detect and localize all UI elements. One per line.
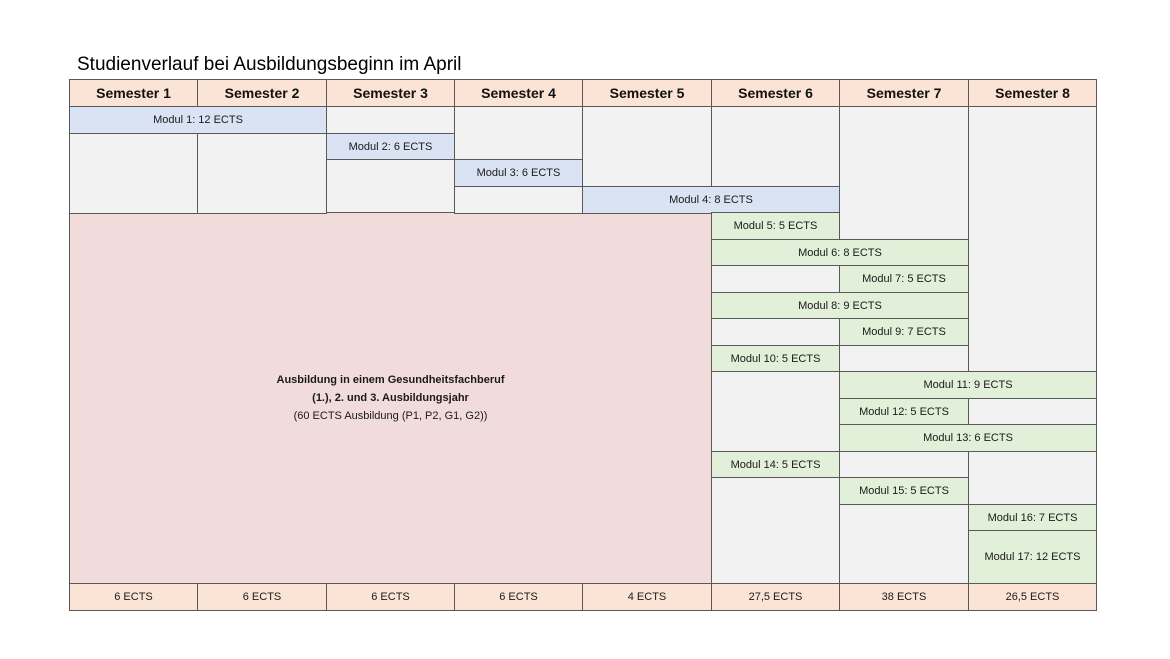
module-cell: Modul 1: 12 ECTS xyxy=(69,106,327,134)
empty-cell xyxy=(582,106,712,187)
semester-ects-total: 27,5 ECTS xyxy=(711,583,840,611)
module-cell: Modul 4: 8 ECTS xyxy=(582,186,840,214)
semester-header: Semester 1 xyxy=(69,79,198,107)
empty-cell xyxy=(197,133,327,214)
empty-cell xyxy=(839,345,969,373)
module-cell: Modul 7: 5 ECTS xyxy=(839,265,969,293)
empty-cell xyxy=(454,186,583,214)
ausbildung-text: Ausbildung in einem Gesundheitsfachberuf xyxy=(276,374,505,386)
empty-cell xyxy=(711,106,840,187)
empty-cell xyxy=(968,106,1097,372)
module-cell: Modul 9: 7 ECTS xyxy=(839,318,969,346)
semester-header: Semester 2 xyxy=(197,79,327,107)
module-cell: Modul 11: 9 ECTS xyxy=(839,371,1097,399)
empty-cell xyxy=(711,318,840,346)
empty-cell xyxy=(326,106,455,134)
semester-header: Semester 8 xyxy=(968,79,1097,107)
ausbildung-text: (60 ECTS Ausbildung (P1, P2, G1, G2)) xyxy=(293,410,488,422)
empty-cell xyxy=(839,504,969,585)
empty-cell xyxy=(839,451,969,479)
ausbildung-block xyxy=(69,212,712,584)
module-cell: Modul 5: 5 ECTS xyxy=(711,212,840,240)
semester-ects-total: 6 ECTS xyxy=(326,583,455,611)
semester-header: Semester 3 xyxy=(326,79,455,107)
semester-header: Semester 6 xyxy=(711,79,840,107)
semester-ects-total: 4 ECTS xyxy=(582,583,712,611)
semester-ects-total: 26,5 ECTS xyxy=(968,583,1097,611)
ausbildung-text: (1.), 2. und 3. Ausbildungsjahr xyxy=(312,392,469,404)
module-cell: Modul 14: 5 ECTS xyxy=(711,451,840,479)
page-title: Studienverlauf bei Ausbildungsbeginn im April xyxy=(77,54,462,75)
empty-cell xyxy=(326,159,455,213)
module-cell: Modul 12: 5 ECTS xyxy=(839,398,969,426)
empty-cell xyxy=(968,451,1097,505)
module-cell: Modul 6: 8 ECTS xyxy=(711,239,969,267)
module-cell: Modul 16: 7 ECTS xyxy=(968,504,1097,532)
empty-cell xyxy=(711,265,840,293)
module-cell: Modul 8: 9 ECTS xyxy=(711,292,969,320)
module-cell: Modul 13: 6 ECTS xyxy=(839,424,1097,452)
semester-header: Semester 5 xyxy=(582,79,712,107)
empty-cell xyxy=(968,398,1097,426)
module-cell: Modul 15: 5 ECTS xyxy=(839,477,969,505)
empty-cell xyxy=(839,106,969,240)
module-cell: Modul 3: 6 ECTS xyxy=(454,159,583,187)
semester-ects-total: 6 ECTS xyxy=(454,583,583,611)
empty-cell xyxy=(711,477,840,584)
module-cell: Modul 2: 6 ECTS xyxy=(326,133,455,161)
empty-cell xyxy=(454,106,583,160)
semester-ects-total: 6 ECTS xyxy=(69,583,198,611)
semester-ects-total: 6 ECTS xyxy=(197,583,327,611)
semester-ects-total: 38 ECTS xyxy=(839,583,969,611)
module-cell: Modul 10: 5 ECTS xyxy=(711,345,840,373)
semester-header: Semester 4 xyxy=(454,79,583,107)
empty-cell xyxy=(69,133,198,214)
empty-cell xyxy=(711,371,840,452)
semester-header: Semester 7 xyxy=(839,79,969,107)
module-cell: Modul 17: 12 ECTS xyxy=(968,530,1097,584)
